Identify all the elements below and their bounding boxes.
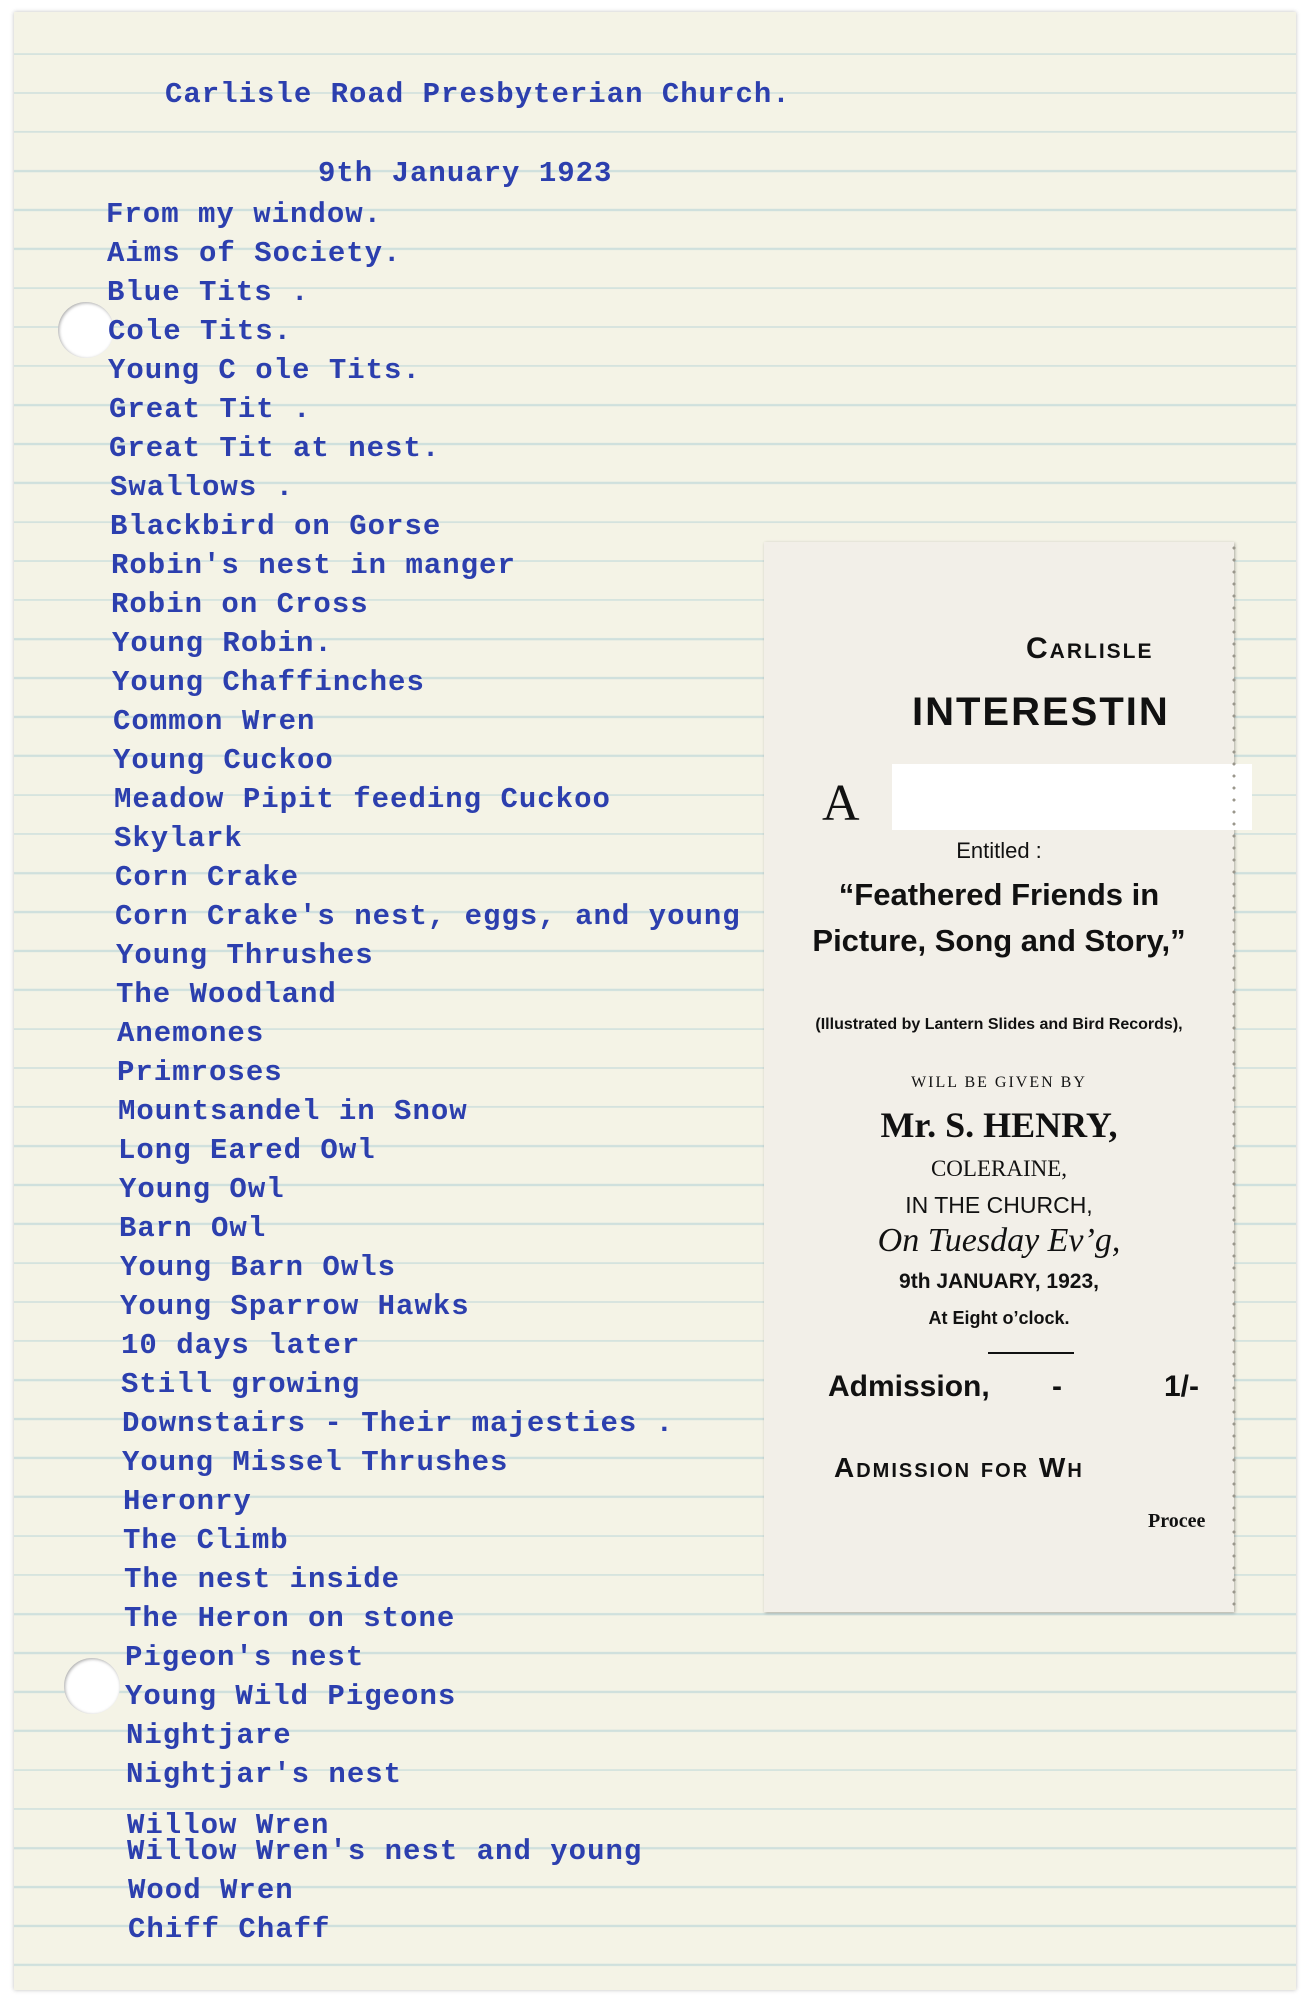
slide-list-item: Anemones	[117, 1017, 265, 1050]
slide-list-item: Young Sparrow Hawks	[120, 1290, 470, 1323]
ticket-cutout	[892, 764, 1252, 830]
slide-list-item: The Woodland	[116, 978, 337, 1011]
slide-list-item: The nest inside	[124, 1563, 401, 1596]
slide-list-item: Willow Wren's nest and young	[127, 1835, 643, 1868]
slide-list-item: Young Cuckoo	[113, 744, 334, 777]
slide-list-item: Young C ole Tits.	[108, 354, 421, 387]
slide-list-item: Primroses	[117, 1056, 283, 1089]
slide-list-item: Swallows .	[110, 471, 295, 504]
slide-list-item: Corn Crake's nest, eggs, and young	[115, 900, 741, 933]
ticket-letter-a: A	[822, 775, 860, 832]
slide-list-item: Nightjare	[126, 1719, 292, 1752]
ticket-illustrated: (Illustrated by Lantern Slides and Bird Records),	[815, 1016, 1183, 1033]
slide-list-item: Meadow Pipit feeding Cuckoo	[114, 783, 611, 816]
slide-list-item: Barn Owl	[119, 1212, 267, 1245]
slide-list-item: Long Eared Owl	[118, 1134, 376, 1167]
slide-list-item: Young Chaffinches	[112, 666, 425, 699]
ticket-entitled: Entitled :	[956, 838, 1042, 863]
slide-list-item: Great Tit at nest.	[109, 432, 441, 465]
slide-list-item: From my window.	[106, 198, 383, 231]
slide-list-item: 10 days later	[121, 1329, 361, 1362]
ticket-speaker: Mr. S. HENRY,	[880, 1105, 1118, 1145]
punch-hole-top	[58, 302, 114, 358]
slide-list-item: Blackbird on Gorse	[110, 510, 442, 543]
slide-list-item: Common Wren	[113, 705, 316, 738]
slide-list-item: Young Thrushes	[116, 939, 374, 972]
ticket-interesting-heading: INTERESTIN	[912, 690, 1170, 734]
ticket-given-by: WILL BE GIVEN BY	[911, 1074, 1087, 1091]
slide-list-item: Robin on Cross	[111, 588, 369, 621]
slide-list-item: The Climb	[123, 1524, 289, 1557]
ticket-admission-dash: -	[1052, 1370, 1062, 1403]
slide-list-item: Willow Wren	[127, 1809, 330, 1842]
slide-list-item: Young Owl	[119, 1173, 285, 1206]
slide-list-item: Young Barn Owls	[120, 1251, 397, 1284]
ticket-admission-for: Admission for Wh	[834, 1452, 1084, 1483]
ticket-venue: IN THE CHURCH,	[905, 1192, 1093, 1218]
admission-ticket	[764, 542, 1234, 1612]
slide-list-item: Heronry	[123, 1485, 252, 1518]
ticket-church-heading: Carlisle	[1026, 632, 1154, 665]
slide-list-item: Aims of Society.	[107, 237, 402, 270]
slide-list-item: Corn Crake	[115, 861, 300, 894]
ticket-lecture-title: “Feathered Friends in Picture, Song and Story,”	[812, 877, 1186, 958]
ticket-divider	[988, 1352, 1074, 1354]
slide-list-item: Young Missel Thrushes	[122, 1446, 509, 1479]
ticket-admission-label: Admission,	[828, 1370, 990, 1403]
punch-hole-bottom	[64, 1658, 120, 1714]
ticket-time: At Eight o’clock.	[928, 1308, 1070, 1328]
slide-list-item: Robin's nest in manger	[111, 549, 516, 582]
slide-list-item: The Heron on stone	[124, 1602, 456, 1635]
slide-list-item: Nightjar's nest	[126, 1758, 403, 1791]
slide-list-item: Young Wild Pigeons	[125, 1680, 457, 1713]
slide-list-item: Cole Tits.	[108, 315, 293, 348]
ticket-town: COLERAINE,	[930, 1156, 1068, 1181]
slide-list-item: Pigeon's nest	[125, 1641, 365, 1674]
slide-list-item: Downstairs - Their majesties .	[122, 1407, 675, 1440]
ticket-date: 9th JANUARY, 1923,	[899, 1270, 1099, 1293]
slide-list-item: Still growing	[121, 1368, 361, 1401]
slide-list-item: Young Robin.	[112, 627, 333, 660]
ticket-admission-price: 1/-	[1164, 1370, 1200, 1403]
slide-list-item: Great Tit .	[109, 393, 312, 426]
slide-list-item: Wood Wren	[128, 1874, 294, 1907]
document-title: Carlisle Road Presbyterian Church.	[165, 78, 791, 111]
slide-list-item: Blue Tits .	[107, 276, 310, 309]
ticket-proceeds: Procee	[1148, 1510, 1206, 1532]
slide-list-item: Chiff Chaff	[128, 1913, 331, 1946]
slide-list-item: Mountsandel in Snow	[118, 1095, 468, 1128]
slide-list-item: Skylark	[114, 822, 243, 855]
ticket-day: On Tuesday Ev’g,	[877, 1222, 1121, 1259]
document-date: 9th January 1923	[318, 157, 613, 190]
